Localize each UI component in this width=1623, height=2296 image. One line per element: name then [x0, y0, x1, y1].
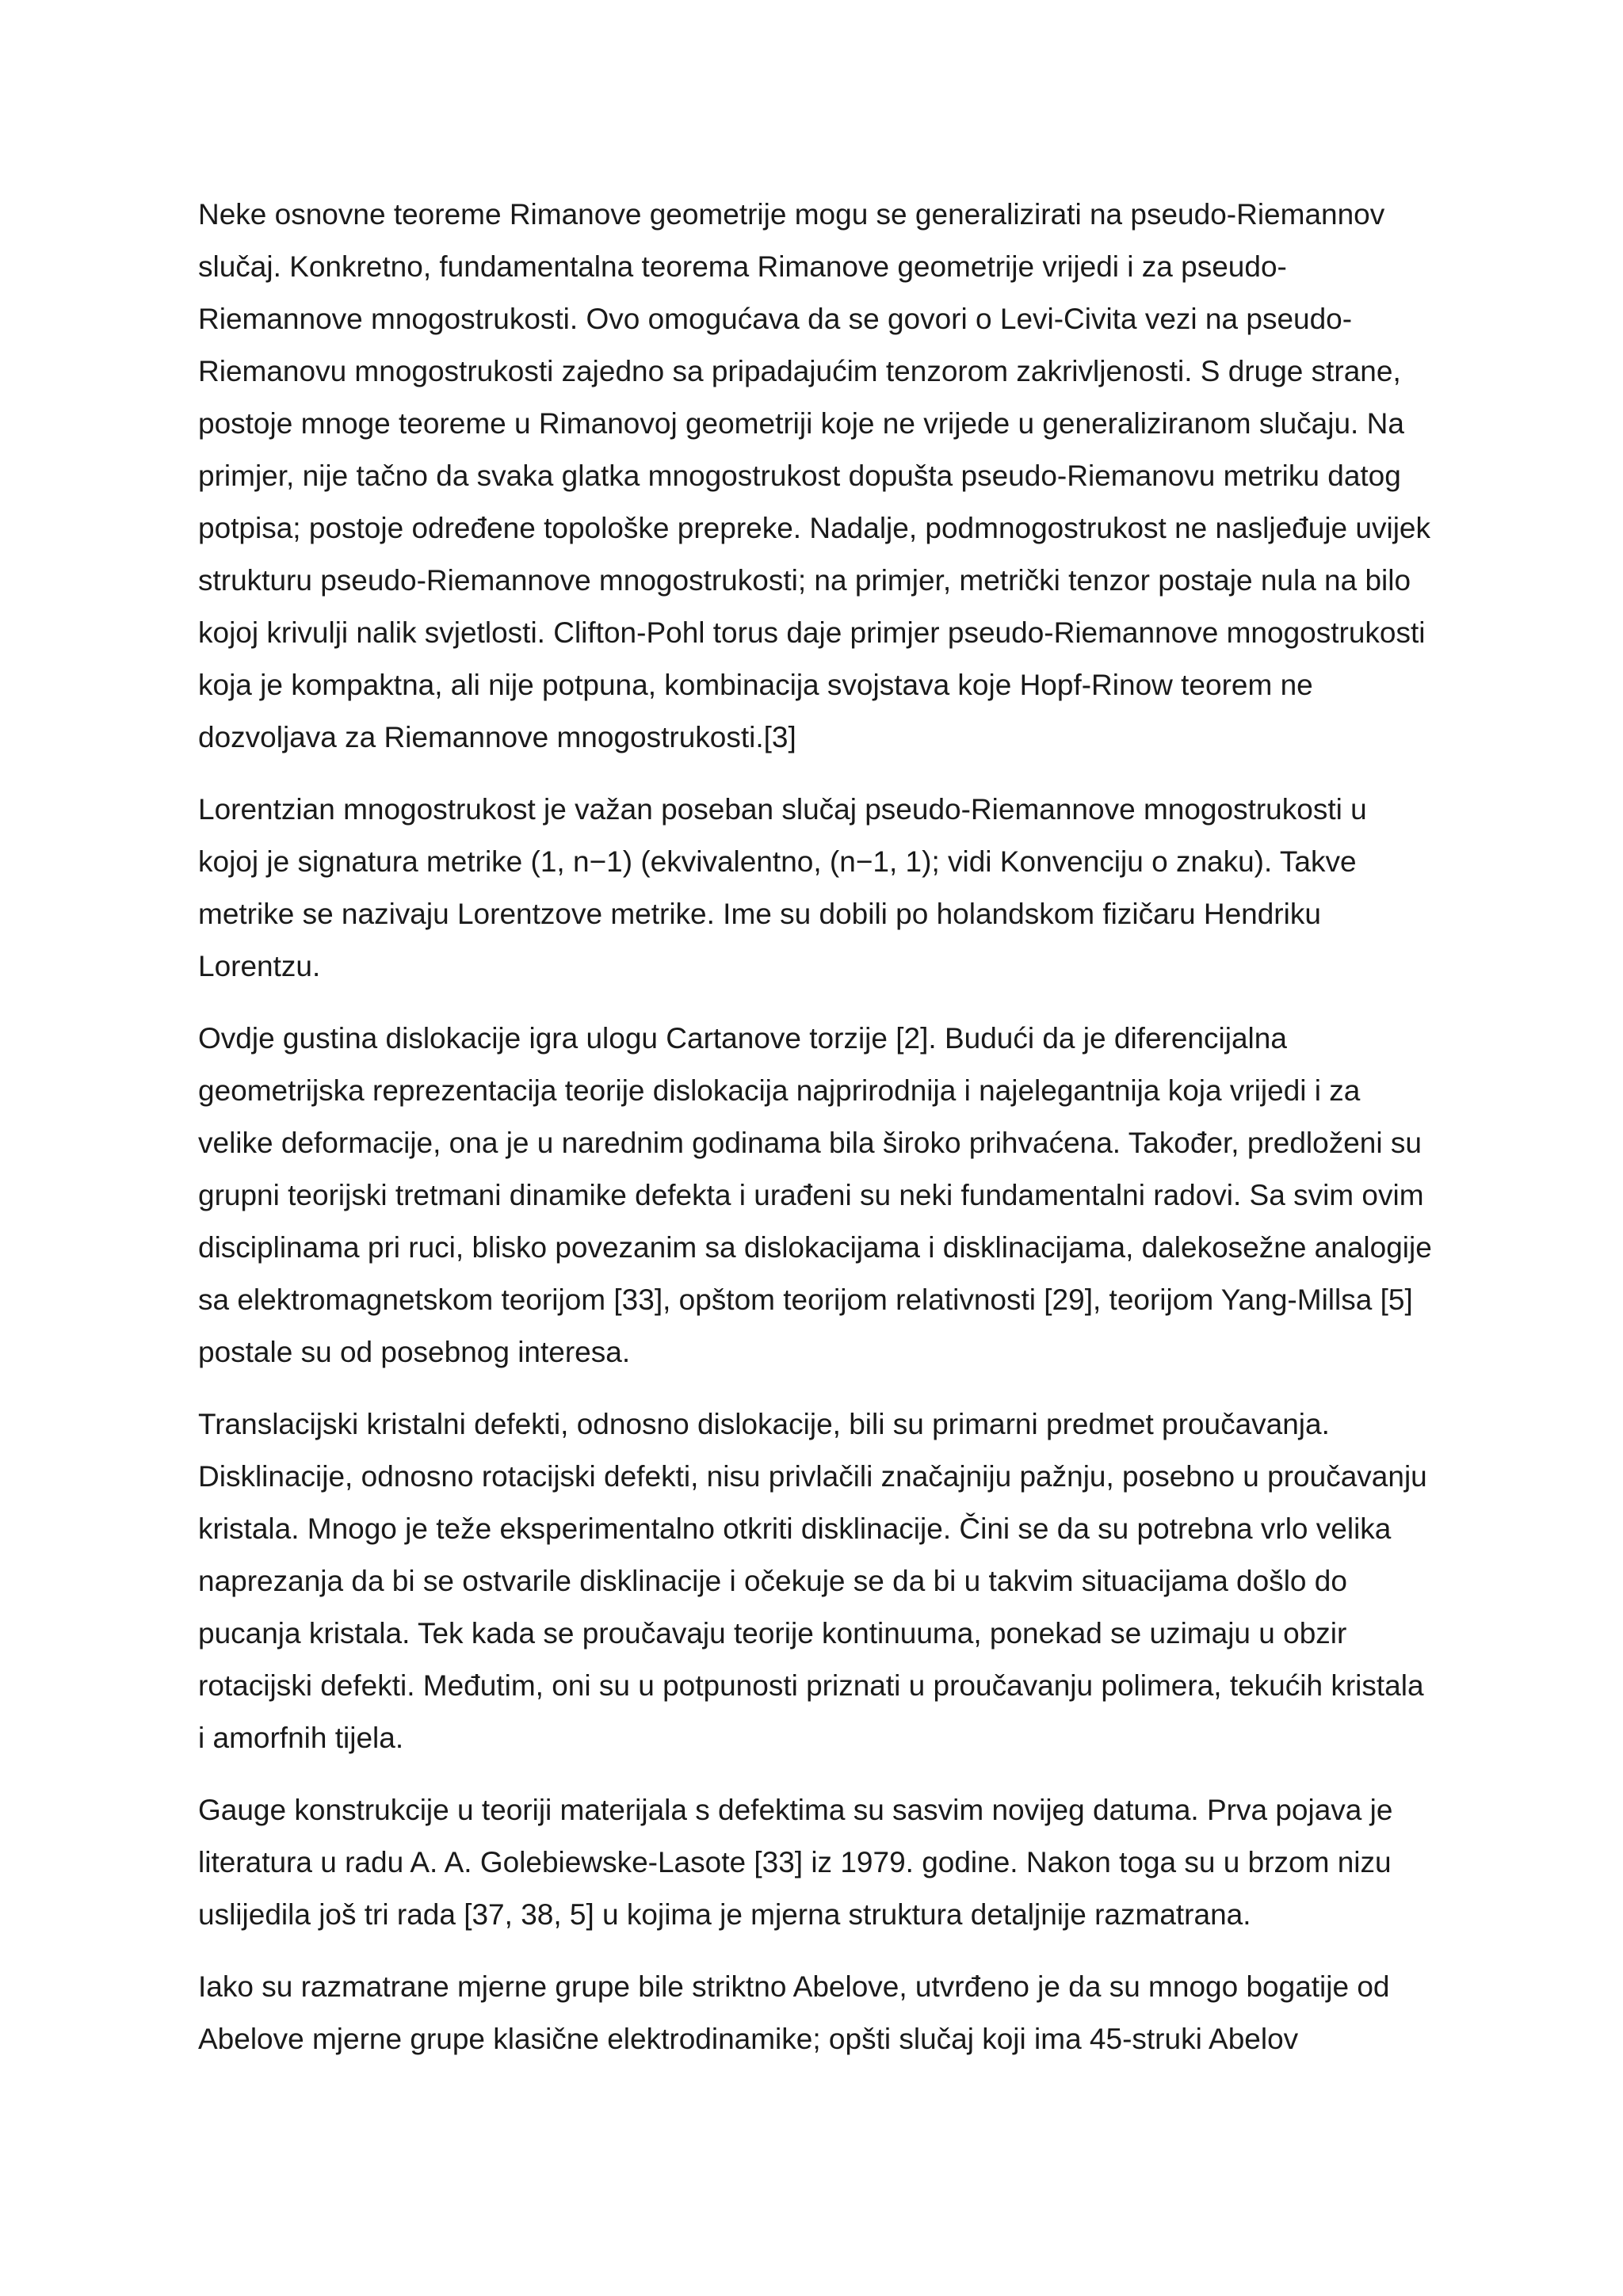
paragraph-gauge-constructions: Gauge konstrukcije u teoriji materijala s defektima su sasvim novijeg datuma. Prva pojava je literatura u radu A. A. Golebiewske-Lasote [33] iz 1979. godine. Nakon toga su u brzom nizu uslijedila još tri rada [37, 38, 5] u kojima je mjerna struktura detaljnije razmatrana.: [198, 1794, 1393, 1931]
paragraph-abelian-gauge-groups: Iako su razmatrane mjerne grupe bile striktno Abelove, utvrđeno je da su mnogo bogatije od Abelove mjerne grupe klasične elektrodinamike; opšti slučaj koji ima 45-struki Abelov: [198, 1970, 1390, 2055]
paragraph-pseudo-riemannian-generalization: Neke osnovne teoreme Rimanove geometrije mogu se generalizirati na pseudo-Riemannov slučaj. Konkretno, fundamentalna teorema Rimanove geometrije vrijedi i za pseudo-Riemannove mnogostrukosti. Ovo omogućava da se govori o Levi-Civita vezi na pseudo-Riemanovu mnogostrukosti zajedno sa pripadajućim tenzorom zakrivljenosti. S druge strane, postoje mnoge teoreme u Rimanovoj geometriji koje ne vrijede u generaliziranom slučaju. Na primjer, nije tačno da svaka glatka mnogostrukost dopušta pseudo-Riemanovu metriku datog potpisa; postoje određene topološke prepreke. Nadalje, podmnogostrukost ne nasljeđuje uvijek strukturu pseudo-Riemannove mnogostrukosti; na primjer, metrički tenzor postaje nula na bilo kojoj krivulji nalik svjetlosti. Clifton-Pohl torus daje primjer pseudo-Riemannove mnogostrukosti koja je kompaktna, ali nije potpuna, kombinacija svojstava koje Hopf-Rinow teorem ne dozvoljava za Riemannove mnogostrukosti.[3]: [198, 198, 1431, 753]
document-body: [198, 189, 1434, 2065]
paragraph-dislocation-density: Ovdje gustina dislokacije igra ulogu Cartanove torzije [2]. Budući da je diferencijalna geometrijska reprezentacija teorije dislokacija najprirodnija i najelegantnija koja vrijedi i za velike deformacije, ona je u narednim godinama bila široko prihvaćena. Također, predloženi su grupni teorijski tretmani dinamike defekta i urađeni su neki fundamentalni radovi. Sa svim ovim disciplinama pri ruci, blisko povezanim sa dislokacijama i disklinacijama, dalekosežne analogije sa elektromagnetskom teorijom [33], opštom teorijom relativnosti [29], teorijom Yang-Millsa [5] postale su od posebnog interesa.: [198, 1022, 1432, 1368]
paragraph-lorentzian-manifold: Lorentzian mnogostrukost je važan poseban slučaj pseudo-Riemannove mnogostrukosti u kojoj je signatura metrike (1, n−1) (ekvivalentno, (n−1, 1); vidi Konvenciju o znaku). Takve metrike se nazivaju Lorentzove metrike. Ime su dobili po holandskom fizičaru Hendriku Lorentzu.: [198, 793, 1367, 982]
paragraph-translational-defects: Translacijski kristalni defekti, odnosno dislokacije, bili su primarni predmet proučavanja. Disklinacije, odnosno rotacijski defekti, nisu privlačili značajniju pažnju, posebno u proučavanju kristala. Mnogo je teže eksperimentalno otkriti disklinacije. Čini se da su potrebna vrlo velika naprezanja da bi se ostvarile disklinacije i očekuje se da bi u takvim situacijama došlo do pucanja kristala. Tek kada se proučavaju teorije kontinuuma, ponekad se uzimaju u obzir rotacijski defekti. Međutim, oni su u potpunosti priznati u proučavanju polimera, tekućih kristala i amorfnih tijela.: [198, 1408, 1427, 1754]
